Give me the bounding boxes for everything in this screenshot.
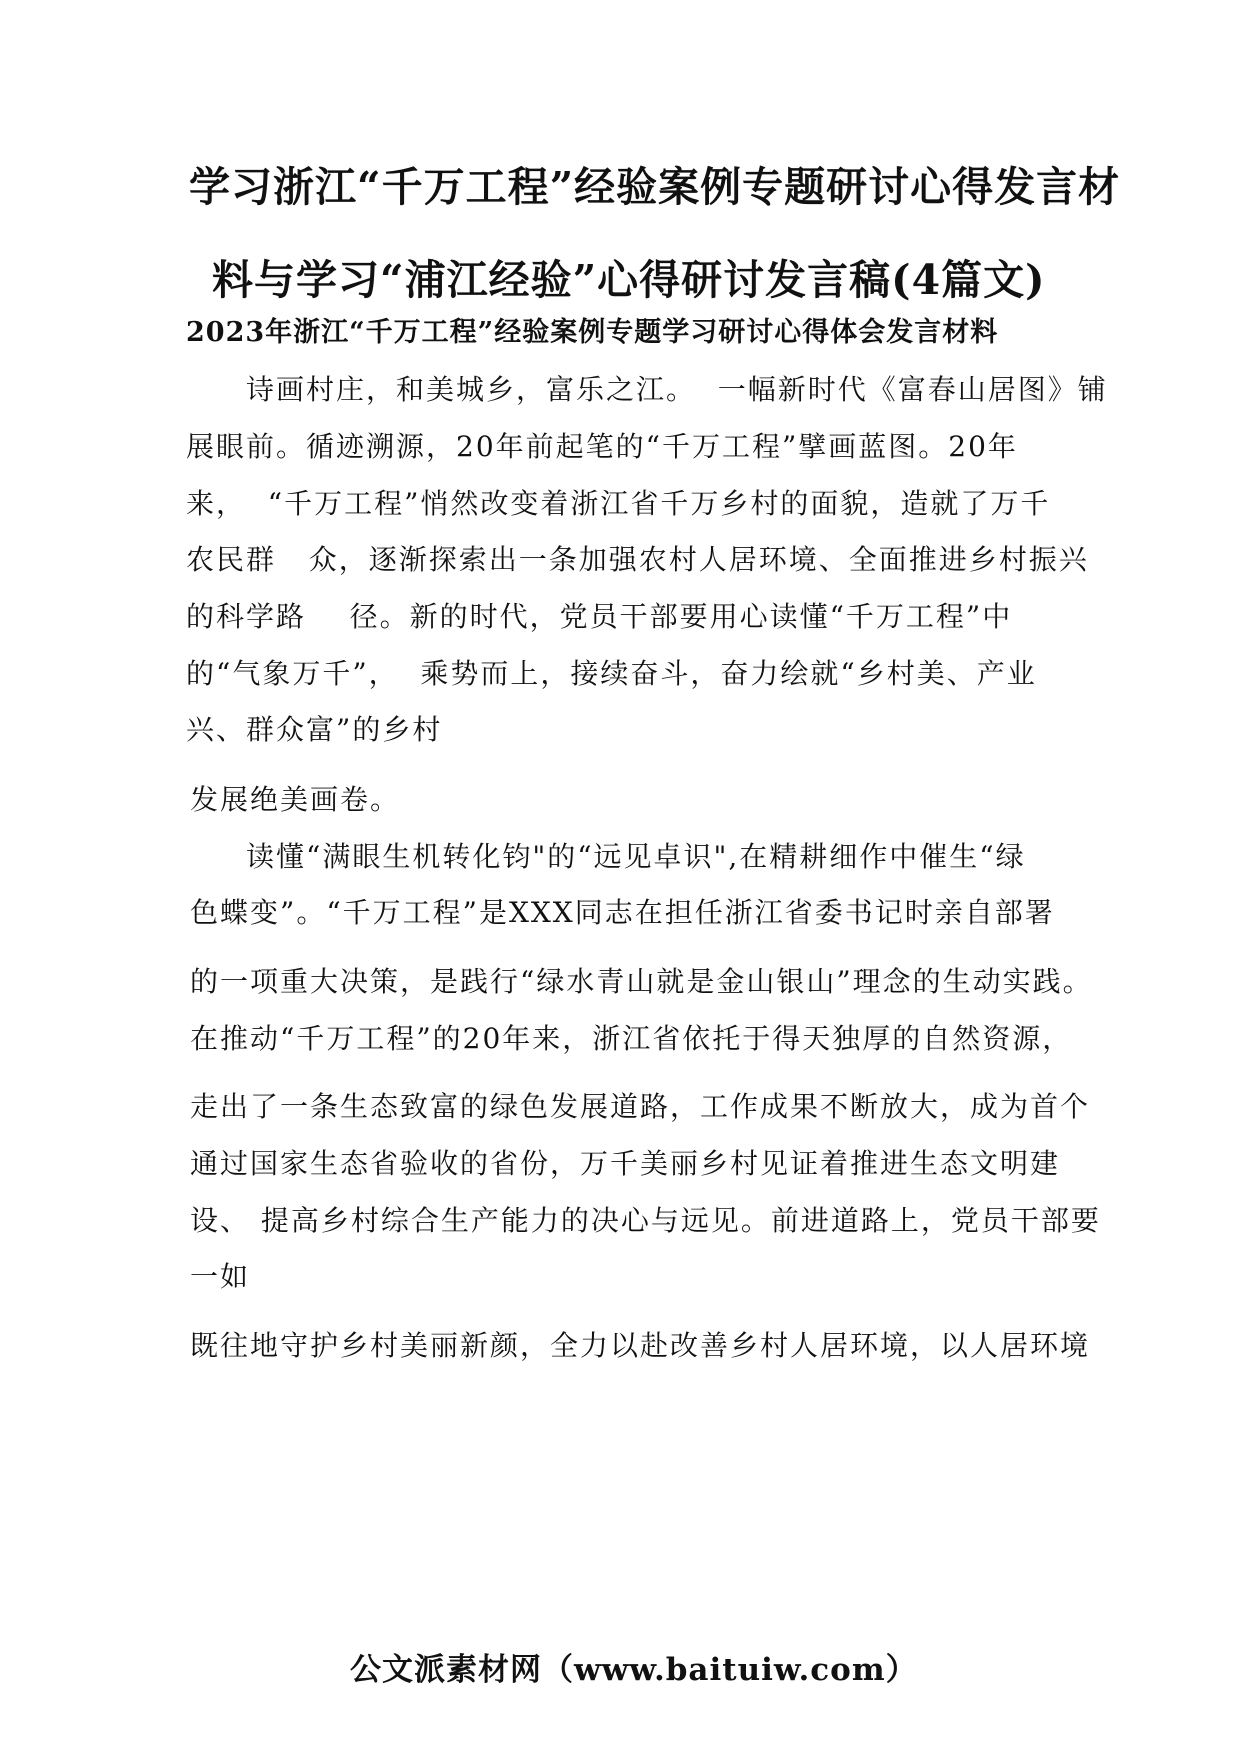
body-line: 展眼前。循迹溯源，20年前起笔的“千万工程”擘画蓝图。20年 (186, 430, 1018, 463)
body-line: 读懂“满眼生机转化钧"的“远见卓识",在精耕细作中催生“绿 (246, 840, 1026, 873)
body-line: 农民群 众，逐渐探索出一条加强农村人居环境、全面推进乡村振兴 (186, 543, 1089, 576)
body-line: 的“气象万千”， 乘势而上，接续奋斗，奋力绘就“乡村美、产业 (186, 657, 1037, 690)
body-line: 一如 (190, 1260, 251, 1293)
body-line: 发展绝美画卷。 (190, 783, 401, 816)
body-line: 设、 提高乡村综合生产能力的决心与远见。前进道路上，党员干部要 (190, 1204, 1101, 1237)
document-subtitle: 2023年浙江“千万工程”经验案例专题学习研讨心得体会发言材料 (186, 317, 999, 348)
body-line: 诗画村庄，和美城乡，富乐之江。 一幅新时代《富春山居图》铺 (246, 373, 1108, 406)
document-title-line-2: 料与学习“浦江经验”心得研讨发言稿(4篇文) (212, 256, 1046, 304)
body-line: 的科学路 径。新的时代，党员干部要用心读懂“千万工程”中 (186, 600, 1013, 633)
body-line: 的一项重大决策，是践行“绿水青山就是金山银山”理念的生动实践。 (190, 965, 1093, 998)
body-line: 既往地守护乡村美丽新颜，全力以赴改善乡村人居环境，以人居环境 (190, 1329, 1091, 1362)
body-line: 兴、群众富”的乡村 (186, 713, 443, 746)
body-line: 在推动“千万工程”的20年来，浙江省依托于得天独厚的自然资源， (190, 1022, 1073, 1055)
body-line: 色蝶变”。“千万工程”是XXX同志在担任浙江省委书记时亲自部署 (190, 896, 1055, 929)
body-line: 走出了一条生态致富的绿色发展道路，工作成果不断放大，成为首个 (190, 1090, 1091, 1123)
body-line: 通过国家生态省验收的省份，万千美丽乡村见证着推进生态文明建 (190, 1147, 1061, 1180)
document-title-line-1: 学习浙江“千万工程”经验案例专题研讨心得发言材 (189, 163, 1121, 211)
body-line: 来， “千万工程”悄然改变着浙江省千万乡村的面貌，造就了万千 (186, 487, 1051, 520)
footer-source: 公文派素材网（www.baituiw.com） (350, 1652, 918, 1688)
